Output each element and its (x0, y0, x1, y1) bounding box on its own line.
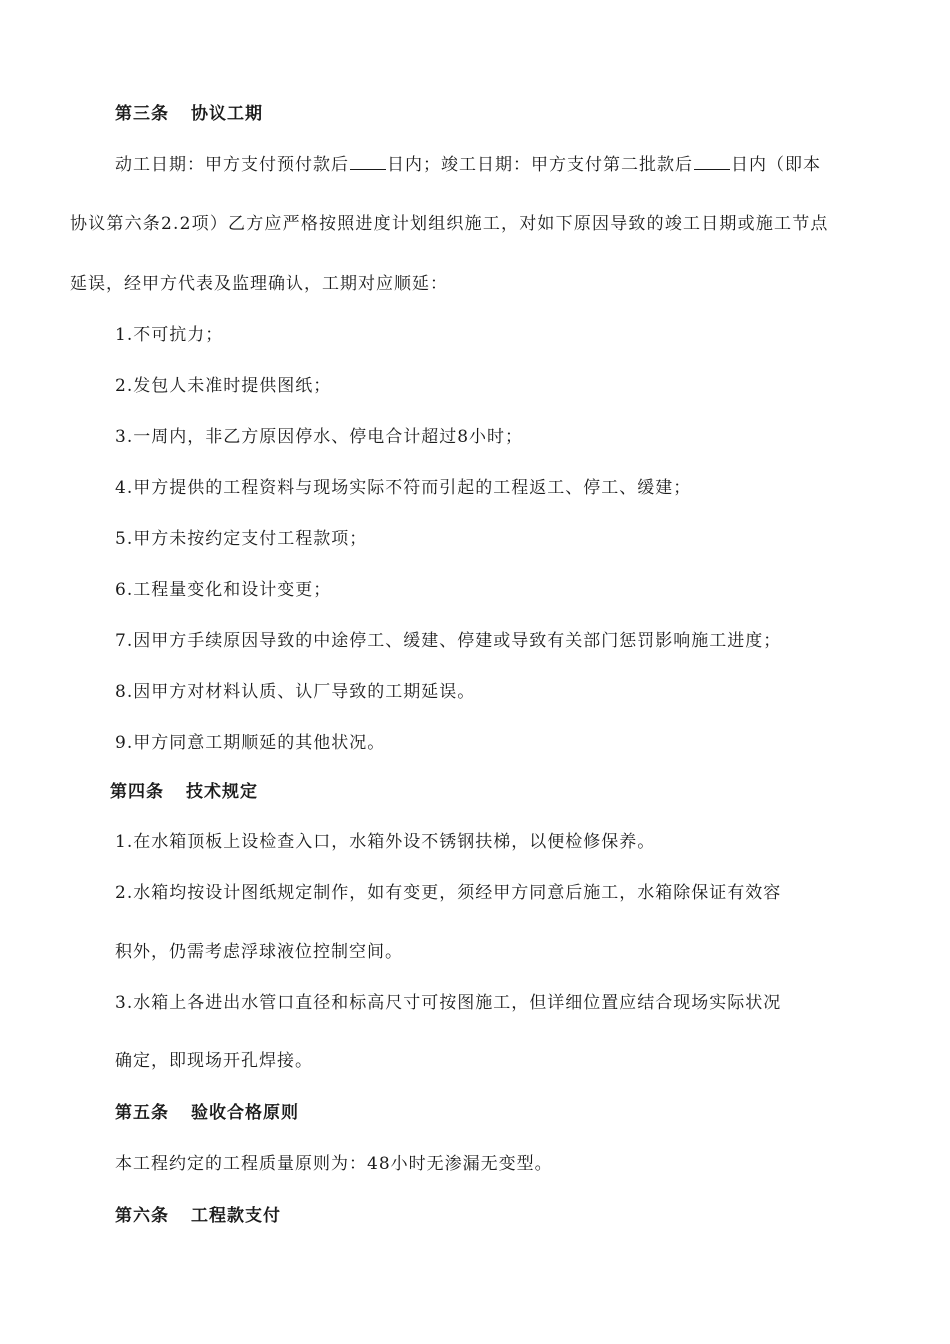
section3-item: 8.因甲方对材料认质、认厂导致的工期延误。 (115, 682, 476, 702)
section5-heading (115, 1101, 299, 1125)
section3-heading (115, 102, 263, 126)
section4-item-2-line-2: 积外，仍需考虑浮球液位控制空间。 (115, 942, 403, 962)
section4-heading-number: 第四条 (110, 782, 164, 802)
section3-intro-line-2: 协议第六条2.2项）乙方应严格按照进度计划组织施工，对如下原因导致的竣工日期或施工节点 (70, 214, 829, 234)
section6-heading-number: 第六条 (115, 1206, 169, 1226)
section4-heading (110, 780, 258, 804)
section4-item-3-line-1: 3.水箱上各进出水管口直径和标高尺寸可按图施工，但详细位置应结合现场实际状况 (115, 993, 782, 1013)
finish-days-blank (694, 153, 730, 170)
section3-item: 3.一周内，非乙方原因停水、停电合计超过8小时； (115, 427, 524, 447)
section6-heading-title: 工程款支付 (191, 1206, 281, 1226)
intro-text-b: 日内；竣工日期：甲方支付第二批款后 (387, 155, 693, 175)
section3-heading-title: 协议工期 (191, 104, 263, 124)
section3-item: 7.因甲方手续原因导致的中途停工、缓建、停建或导致有关部门惩罚影响施工进度； (115, 631, 782, 651)
start-days-blank (350, 153, 386, 170)
section4-item-3-line-2: 确定，即现场开孔焊接。 (115, 1051, 313, 1071)
section4-item-1: 1.在水箱顶板上设检查入口，水箱外设不锈钢扶梯，以便检修保养。 (115, 832, 656, 852)
section6-heading (115, 1204, 281, 1228)
section3-item: 4.甲方提供的工程资料与现场实际不符而引起的工程返工、停工、缓建； (115, 478, 692, 498)
section3-heading-number: 第三条 (115, 104, 169, 124)
intro-text-a: 动工日期：甲方支付预付款后 (115, 155, 349, 175)
section3-item: 6.工程量变化和设计变更； (115, 580, 332, 600)
section3-intro-line-3: 延误，经甲方代表及监理确认，工期对应顺延： (70, 274, 448, 294)
section3-item: 9.甲方同意工期顺延的其他状况。 (115, 733, 386, 753)
section5-body: 本工程约定的工程质量原则为：48小时无渗漏无变型。 (115, 1154, 553, 1174)
section4-heading-title: 技术规定 (186, 782, 258, 802)
section3-item: 1.不可抗力； (115, 325, 224, 345)
section3-item: 2.发包人未准时提供图纸； (115, 376, 332, 396)
section3-item: 5.甲方未按约定支付工程款项； (115, 529, 368, 549)
section5-heading-number: 第五条 (115, 1103, 169, 1123)
intro-text-c: 日内（即本 (731, 155, 821, 175)
section5-heading-title: 验收合格原则 (191, 1103, 299, 1123)
section4-item-2-line-1: 2.水箱均按设计图纸规定制作，如有变更，须经甲方同意后施工，水箱除保证有效容 (115, 883, 782, 903)
section3-intro-line-1 (115, 153, 821, 177)
